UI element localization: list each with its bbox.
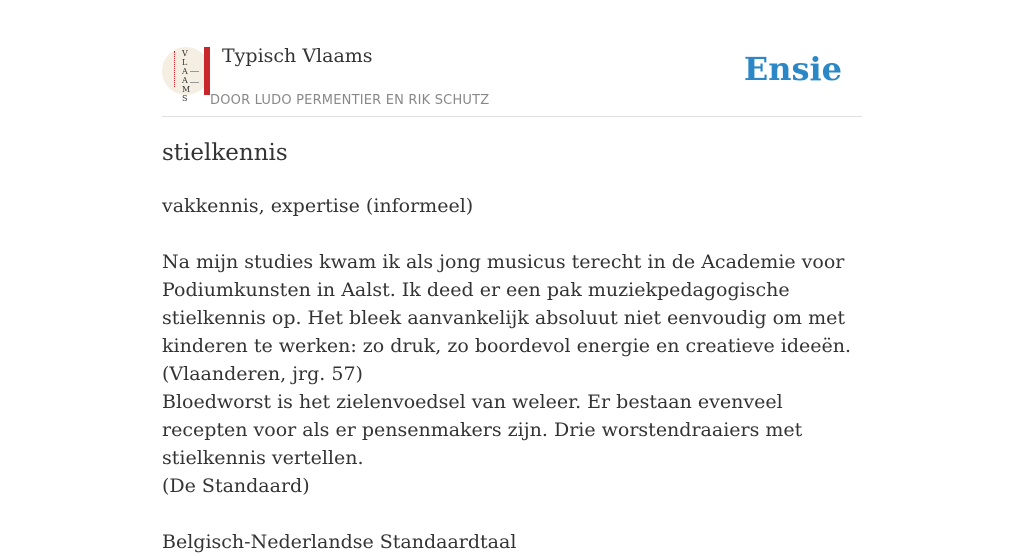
book-authors: DOOR LUDO PERMENTIER EN RIK SCHUTZ bbox=[210, 93, 490, 108]
cover-decoration bbox=[174, 51, 177, 87]
entry-content bbox=[162, 192, 862, 556]
example-source-2: (De Standaard) bbox=[162, 475, 310, 497]
cover-accent-stripe bbox=[204, 47, 210, 95]
book-title[interactable]: Typisch Vlaams bbox=[222, 45, 373, 67]
cover-letters: V L A A M S bbox=[182, 49, 191, 103]
cover-decoration-lines bbox=[190, 71, 199, 83]
entry-term: stielkennis bbox=[162, 140, 288, 166]
page bbox=[162, 0, 862, 553]
spacer bbox=[162, 220, 862, 248]
spacer bbox=[162, 500, 862, 528]
example-quote-1: Na mijn studies kwam ik als jong musicus terecht in de Academie voor Podiumkunsten in Aalst. Ik deed er een pak muziekpedagogische stielkennis op. Het bleek aanvankelijk absoluut niet eenvoudig om met kinderen te werken: zo druk, zo boordevol energie en creatieve ideeën. bbox=[162, 251, 852, 357]
book-cover-image[interactable] bbox=[162, 47, 210, 103]
example-source-1: (Vlaanderen, jrg. 57) bbox=[162, 363, 363, 385]
example-quote-2: Bloedworst is het zielenvoedsel van weleer. Er bestaan evenveel recepten voor als er pensenmakers zijn. Drie worstendraaiers met stielkennis vertellen. bbox=[162, 391, 803, 469]
book-header bbox=[162, 0, 862, 117]
ensie-logo-link[interactable]: Ensie bbox=[743, 50, 842, 88]
entry-definition: vakkennis, expertise (informeel) bbox=[162, 195, 474, 217]
entry-category: Belgisch-Nederlandse Standaardtaal bbox=[162, 531, 517, 553]
